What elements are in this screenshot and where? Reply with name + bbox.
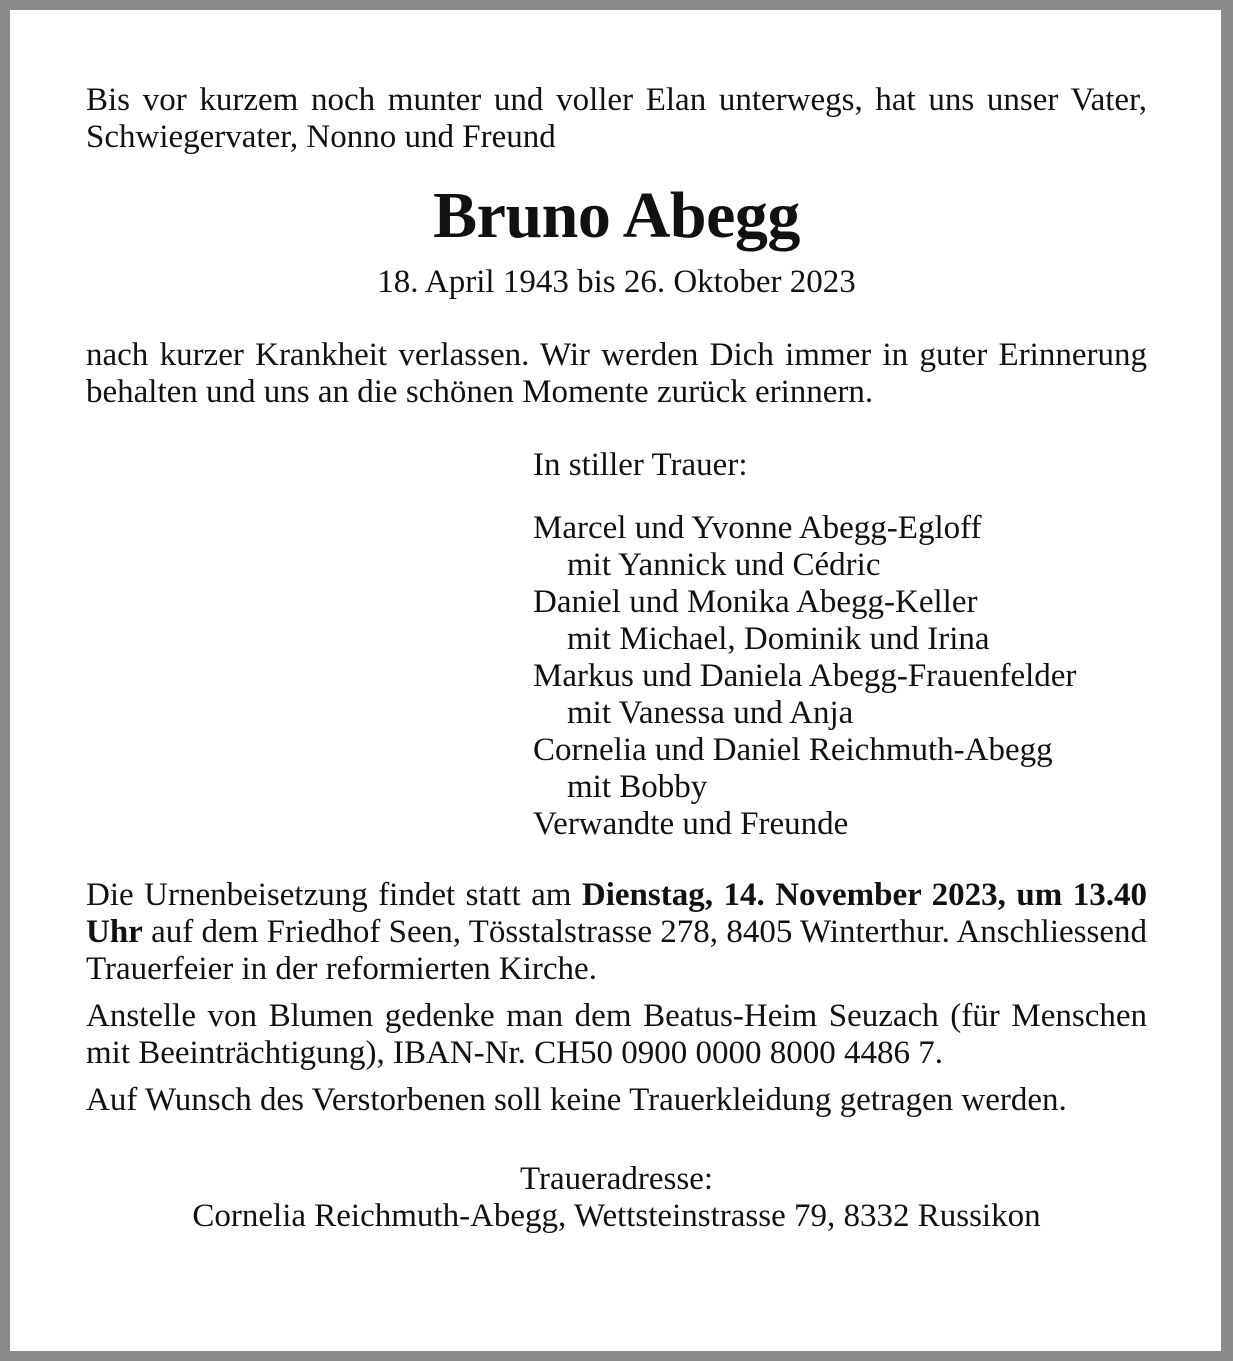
dress-code-info: Auf Wunsch des Verstorbenen soll keine Trauerkleidung getragen werden. xyxy=(86,1082,1067,1118)
mourners-list xyxy=(533,510,1147,843)
mourners-heading: In stiller Trauer: xyxy=(533,447,748,483)
burial-prefix: Die Urnenbeisetzung findet statt am xyxy=(86,877,582,913)
mourner-family xyxy=(533,658,1147,732)
mourner-children: mit Yannick und Cédric xyxy=(567,547,881,583)
obituary-notice xyxy=(86,82,1147,1235)
life-dates: 18. April 1943 bis 26. Oktober 2023 xyxy=(377,264,856,300)
mourning-address xyxy=(86,1161,1147,1235)
burial-suffix: auf dem Friedhof Seen, Tösstalstrasse 278, 8405 Winterthur. Anschliessend Trauerfeier in der reformierten Kirche. xyxy=(86,914,1147,987)
address-value: Cornelia Reichmuth-Abegg, Wettsteinstrasse 79, 8332 Russikon xyxy=(192,1198,1041,1234)
mourner-family xyxy=(533,806,1147,843)
mourner-children: mit Bobby xyxy=(567,769,708,805)
mourner-main: Marcel und Yvonne Abegg-Egloff xyxy=(533,510,982,546)
mourner-main: Markus und Daniela Abegg-Frauenfelder xyxy=(533,658,1077,694)
mourner-main: Daniel und Monika Abegg-Keller xyxy=(533,584,978,620)
mourner-family xyxy=(533,732,1147,806)
mourner-family xyxy=(533,510,1147,584)
mourner-main: Verwandte und Freunde xyxy=(533,806,849,842)
mourner-main: Cornelia und Daniel Reichmuth-Abegg xyxy=(533,732,1053,768)
intro-text: Bis vor kurzem noch munter und voller Elan unterwegs, hat uns unser Vater, Schwiegervater, Nonno und Freund xyxy=(86,82,1147,155)
burial-date: Dienstag, 14. November 2023, um 13.40 Uhr xyxy=(86,877,1147,950)
deceased-name: Bruno Abegg xyxy=(433,179,800,252)
mourner-children: mit Vanessa und Anja xyxy=(567,695,854,731)
farewell-text: nach kurzer Krankheit verlassen. Wir werden Dich immer in guter Erinnerung behalten und uns an die schönen Momente zurück erinnern. xyxy=(86,337,1147,410)
address-label: Traueradresse: xyxy=(519,1161,714,1197)
mourner-children: mit Michael, Dominik und Irina xyxy=(567,621,990,657)
mourners-block xyxy=(533,447,1147,843)
donation-info: Anstelle von Blumen gedenke man dem Beatus-Heim Seuzach (für Menschen mit Beeinträchtigung), IBAN-Nr. CH50 0900 0000 8000 4486 7. xyxy=(86,998,1147,1071)
burial-info xyxy=(86,877,1147,988)
mourner-family xyxy=(533,584,1147,658)
